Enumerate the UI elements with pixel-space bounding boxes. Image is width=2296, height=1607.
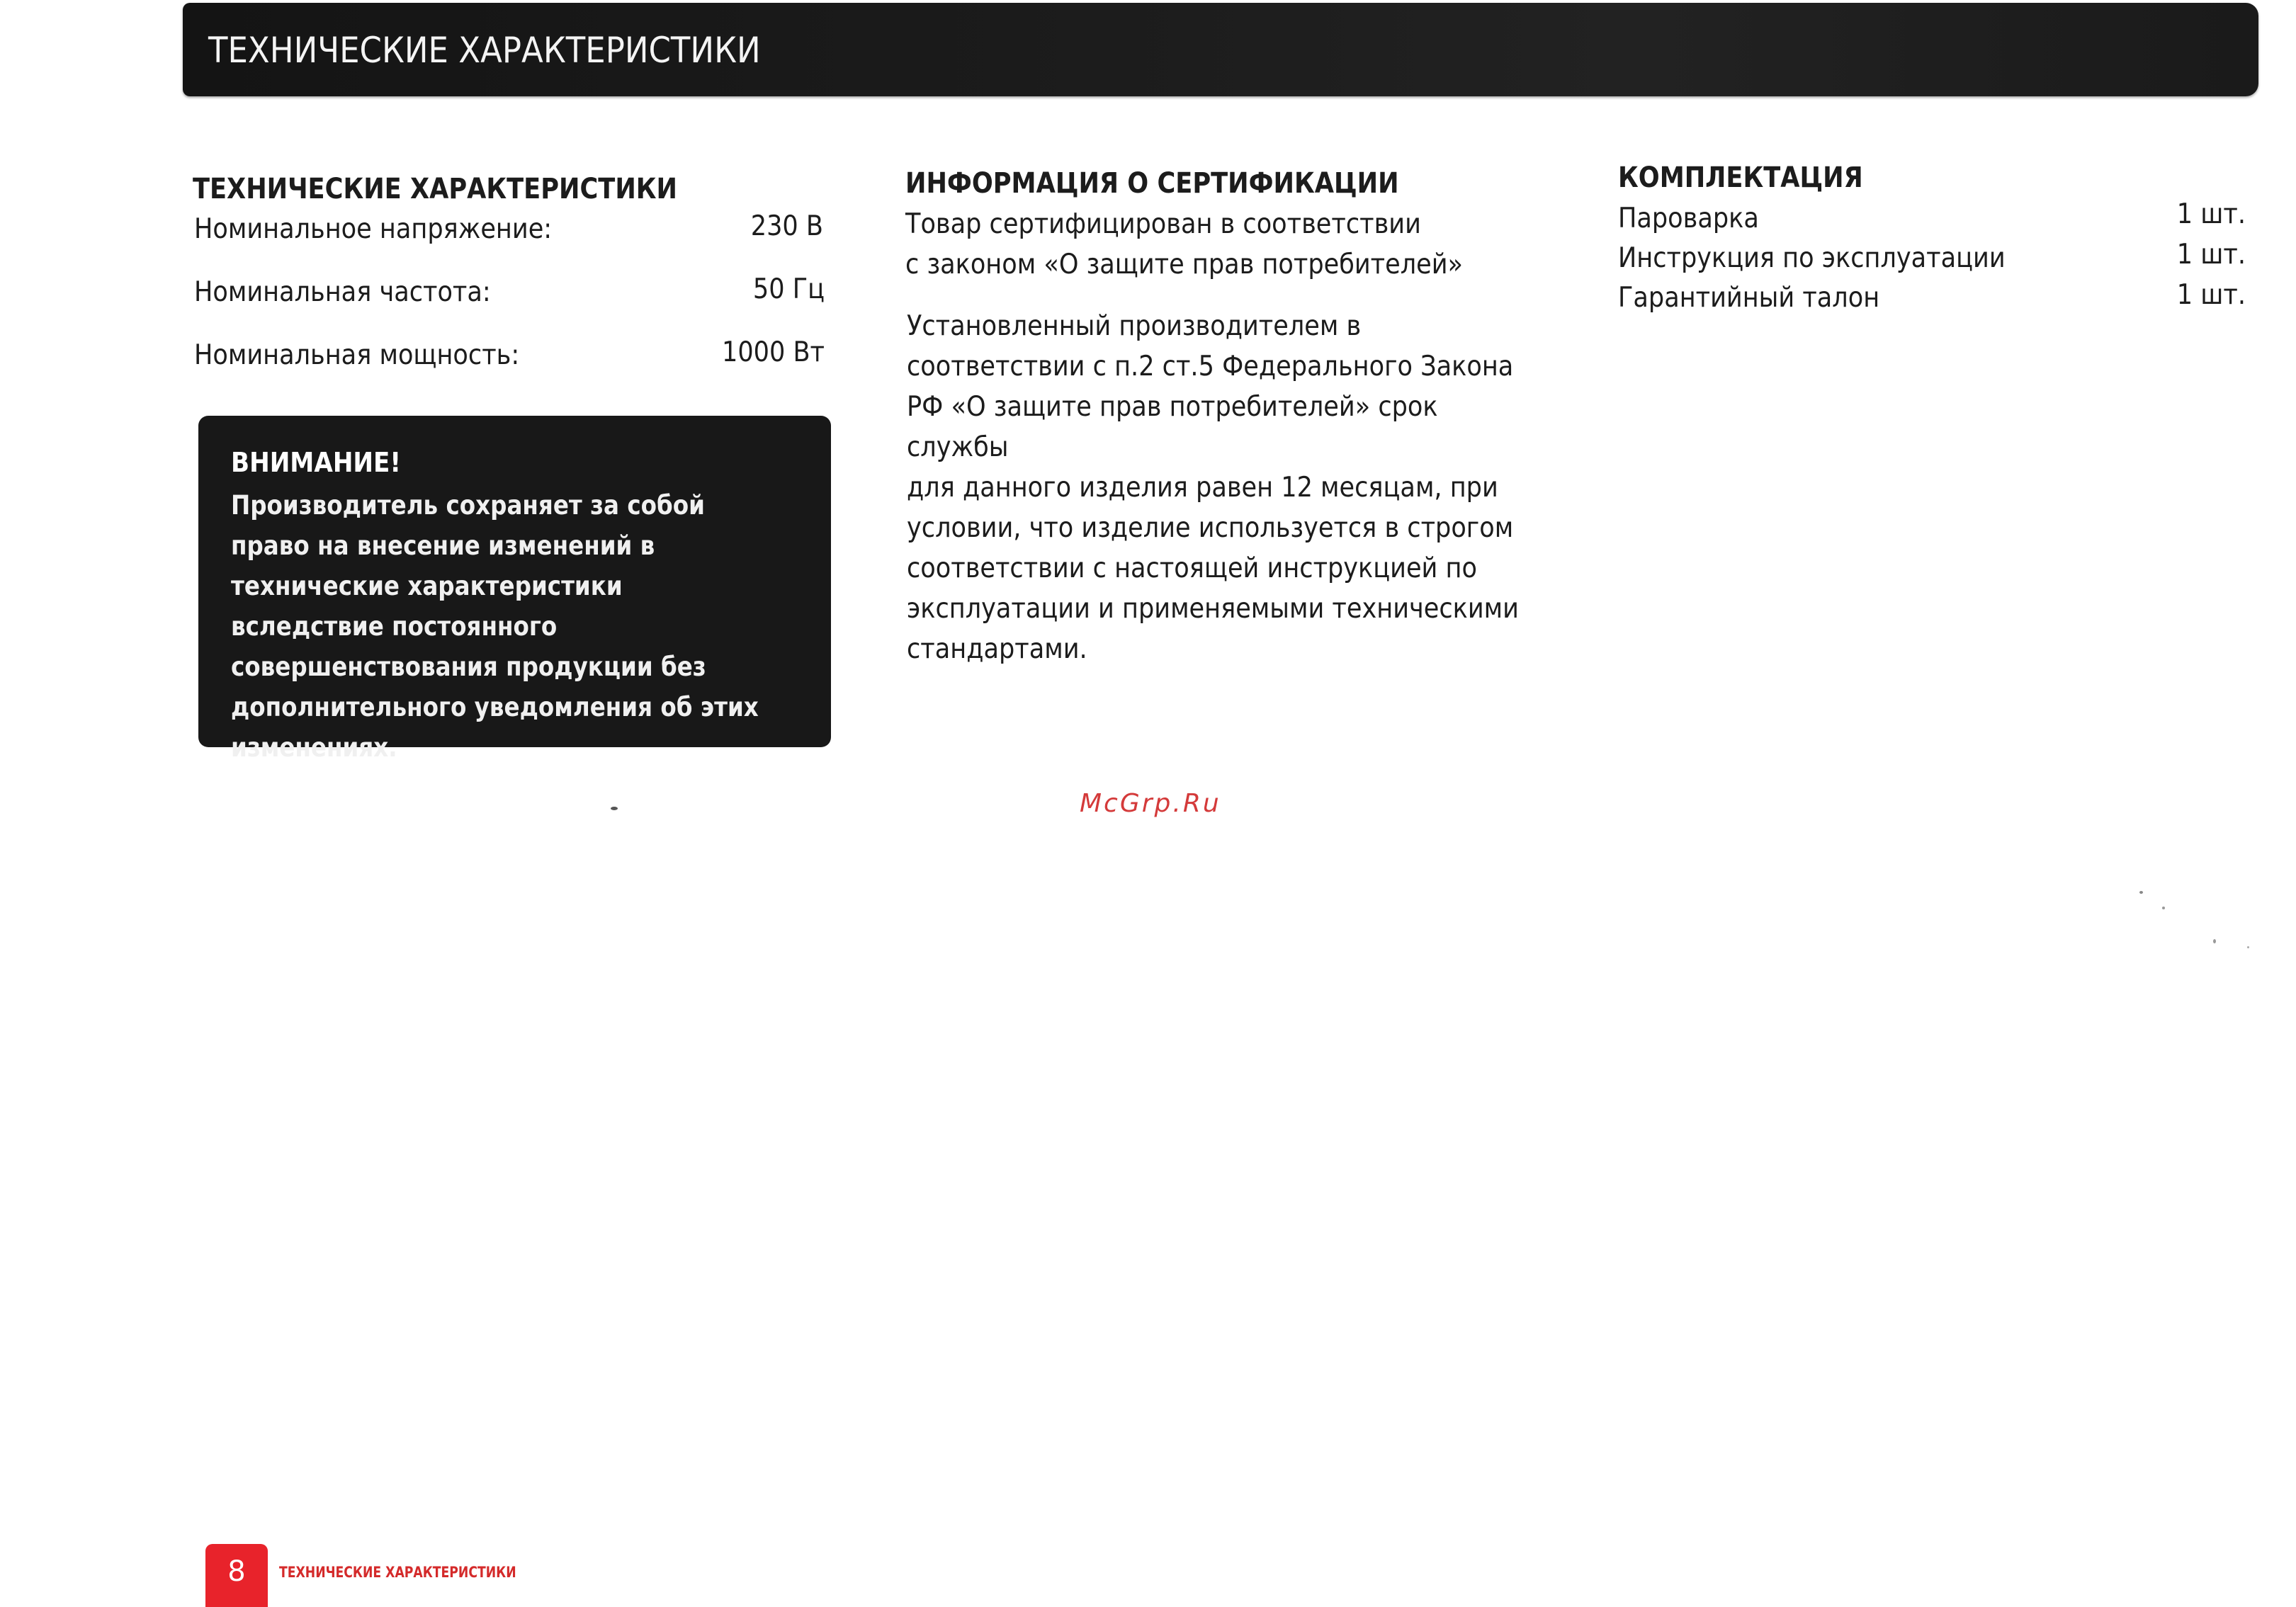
scan-speck bbox=[2213, 939, 2216, 943]
footer-section-title: ТЕХНИЧЕСКИЕ ХАРАКТЕРИСТИКИ bbox=[279, 1564, 516, 1581]
kit-item-qty: 1 шт. bbox=[2176, 239, 2246, 271]
scan-speck bbox=[2139, 891, 2143, 894]
spec-label-voltage: Номинальное напряжение: bbox=[194, 213, 553, 245]
specs-heading: ТЕХНИЧЕСКИЕ ХАРАКТЕРИСТИКИ bbox=[193, 173, 678, 205]
page-number-badge bbox=[205, 1544, 268, 1607]
kit-item-label: Инструкция по эксплуатации bbox=[1618, 242, 2006, 274]
kit-heading: КОМПЛЕКТАЦИЯ bbox=[1618, 161, 1863, 194]
certification-heading: ИНФОРМАЦИЯ О СЕРТИФИКАЦИИ bbox=[905, 167, 1399, 200]
kit-item-qty: 1 шт. bbox=[2176, 279, 2246, 311]
warning-title: ВНИМАНИЕ! bbox=[231, 447, 402, 478]
spec-value-frequency: 50 Гц bbox=[752, 273, 825, 305]
scan-speck bbox=[2162, 907, 2165, 909]
spec-value-voltage: 230 В bbox=[750, 210, 823, 242]
spec-label-power: Номинальная мощность: bbox=[194, 339, 520, 371]
spec-value-power: 1000 Вт bbox=[721, 336, 825, 368]
kit-item-label: Гарантийный талон bbox=[1618, 282, 1880, 314]
scan-speck bbox=[611, 807, 618, 810]
spec-label-frequency: Номинальная частота: bbox=[194, 276, 491, 308]
warning-text: Производитель сохраняет за собой право на внесение изменений в технические характеристики вследствие постоянного совершенствования продукции без дополнительного уведомления об этих изменениях. bbox=[231, 490, 759, 763]
watermark: McGrp.Ru bbox=[1080, 789, 1221, 818]
page-header-bar bbox=[183, 3, 2258, 96]
certification-paragraph-1: Товар сертифицирован в соответствии с законом «О защите прав потребителей» bbox=[905, 208, 1464, 280]
page-number: 8 bbox=[227, 1555, 246, 1588]
kit-item-qty: 1 шт. bbox=[2176, 198, 2246, 230]
scan-speck bbox=[2247, 946, 2249, 948]
warning-box bbox=[198, 416, 831, 763]
certification-paragraph-2: Установленный производителем в соответствии с п.2 ст.5 Федерального Закона РФ «О защите прав потребителей» срок службы для данного изделия равен 12 месяцам, при условии, что изделие используется в строгом соответствии с настоящей инструкцией по эксплуатации и применяемыми техническими стандартами. bbox=[907, 310, 1519, 665]
kit-item-label: Пароварка bbox=[1618, 203, 1759, 234]
page-title: ТЕХНИЧЕСКИЕ ХАРАКТЕРИСТИКИ bbox=[208, 30, 761, 71]
